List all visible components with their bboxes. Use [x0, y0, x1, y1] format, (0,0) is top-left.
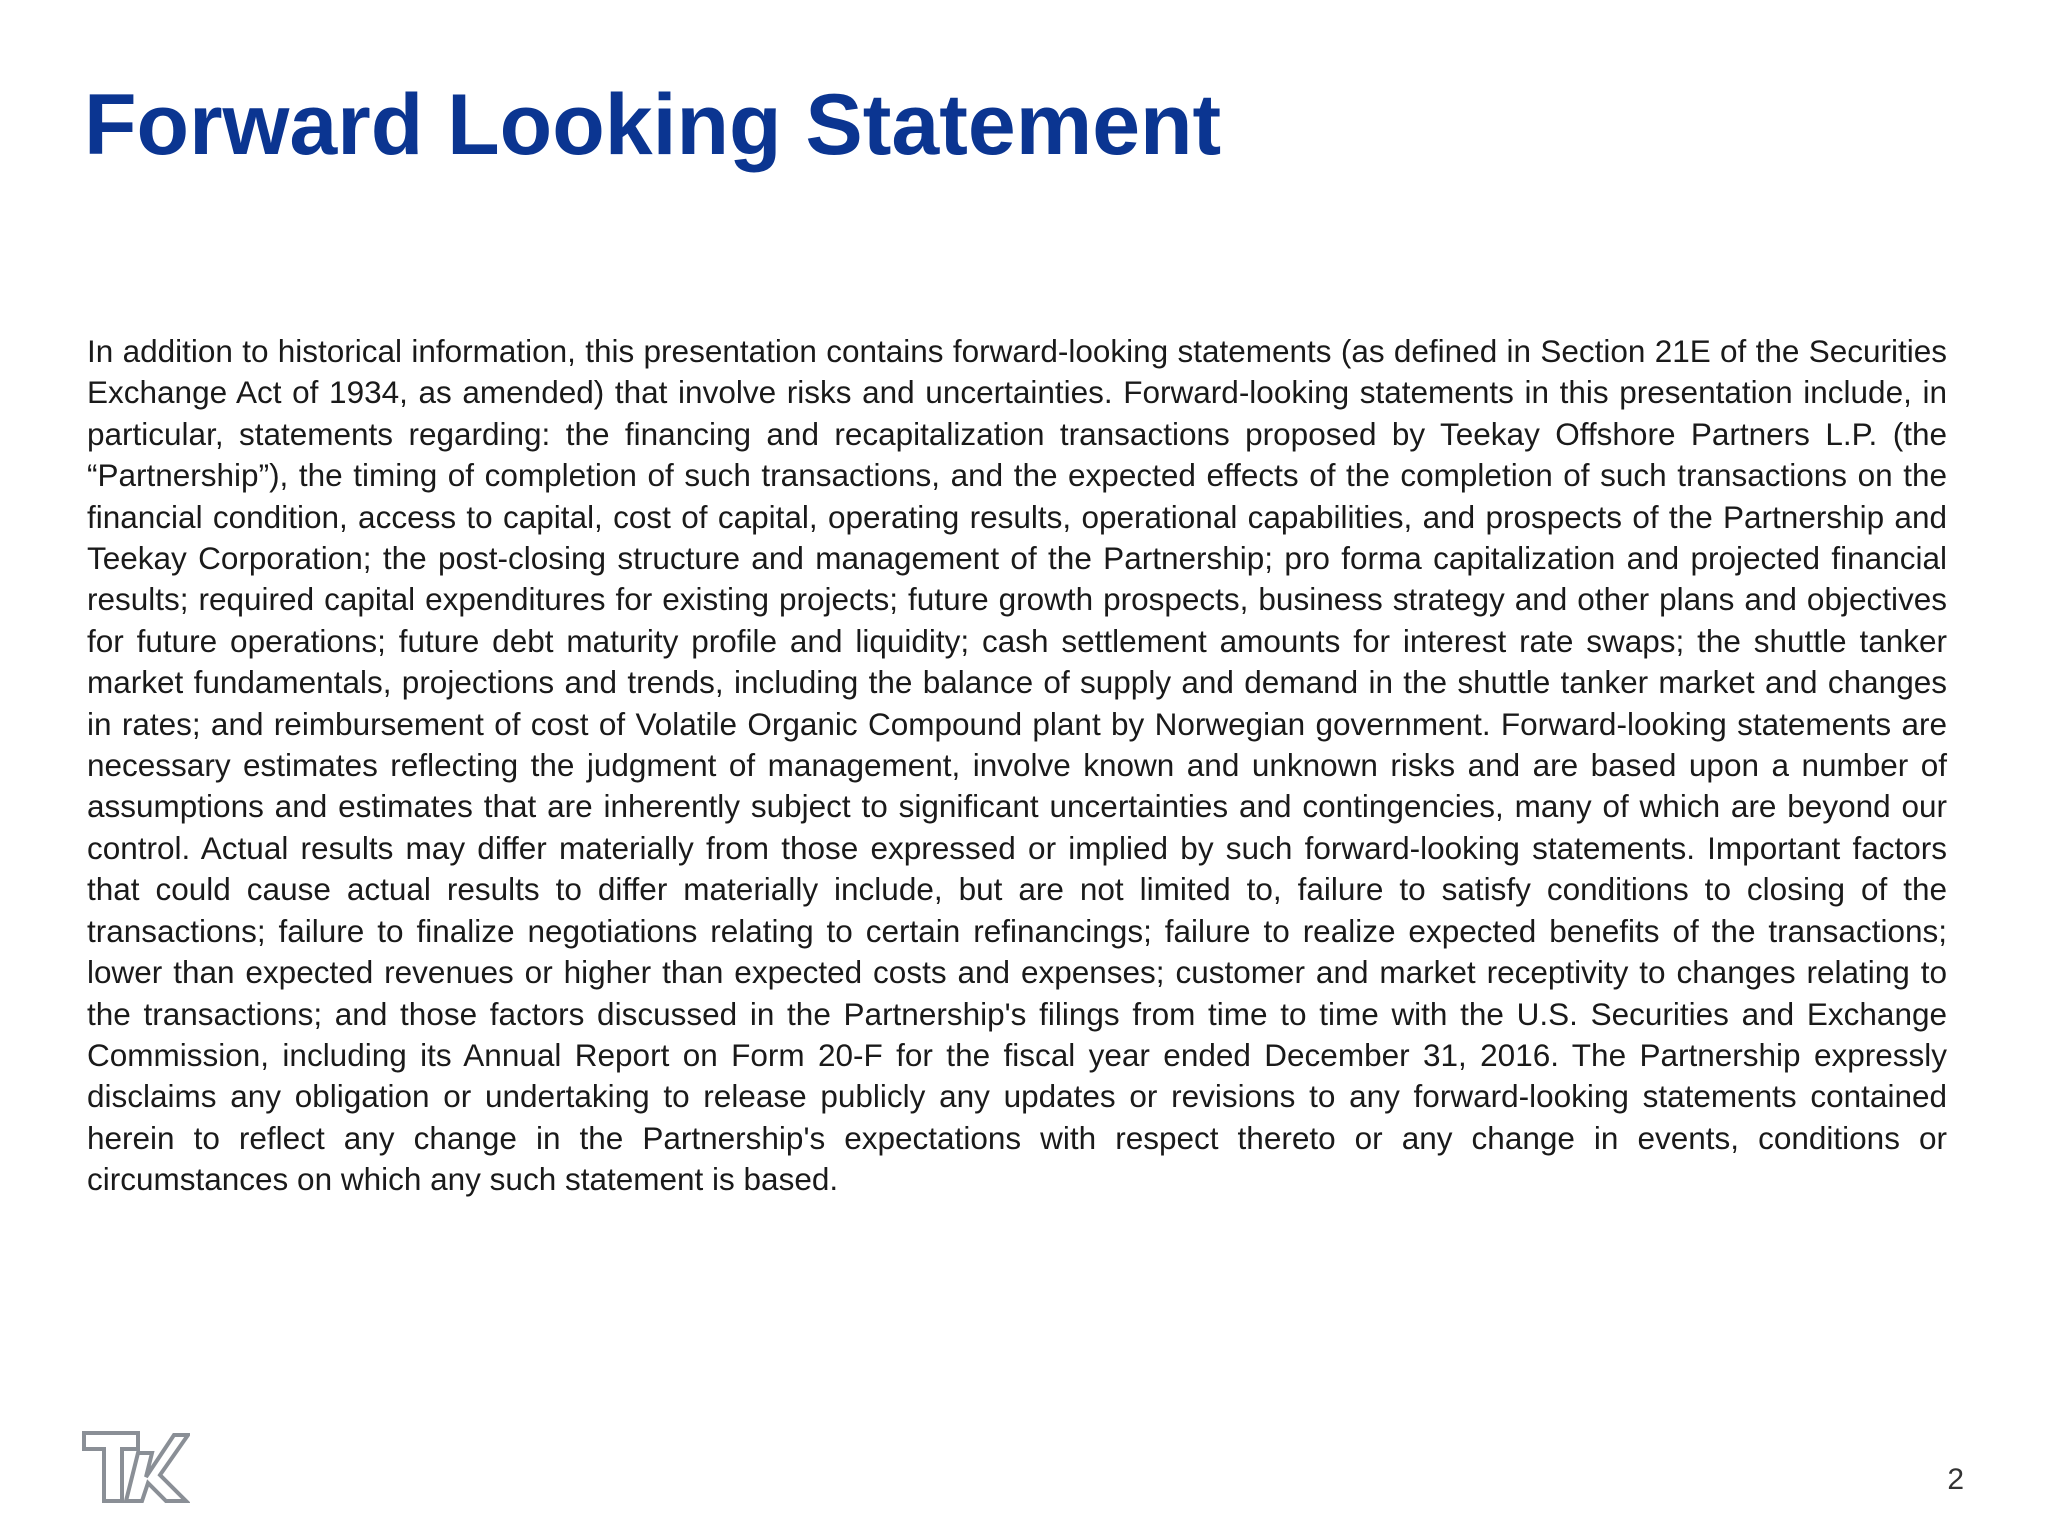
page-number: 2	[1947, 1463, 1964, 1496]
slide-title: Forward Looking Statement	[84, 77, 1222, 173]
forward-looking-statement-body: In addition to historical information, this presentation contains forward-looking statements (as defined in Section 21E of the Securities Exchange Act of 1934, as amended) that involve risks and uncertainties. Forward-looking statements in this presentation include, in particular, statements regarding: the financing and recapitalization transactions proposed by Teekay Offshore Partners L.P. (the “Partnership”), the timing of completion of such transactions, and the expected effects of the completion of such transactions on the financial condition, access to capital, cost of capital, operating results, operational capabilities, and prospects of the Partnership and Teekay Corporation; the post-closing structure and management of the Partnership; pro forma capitalization and projected financial results; required capital expenditures for existing projects; future growth prospects, business strategy and other plans and objectives for future operations; future debt maturity profile and liquidity; cash settlement amounts for interest rate swaps; the shuttle tanker market fundamentals, projections and trends, including the balance of supply and demand in the shuttle tanker market and changes in rates; and reimbursement of cost of Volatile Organic Compound plant by Norwegian government. Forward-looking statements are necessary estimates reflecting the judgment of management, involve known and unknown risks and are based upon a number of assumptions and estimates that are inherently subject to significant uncertainties and contingencies, many of which are beyond our control. Actual results may differ materially from those expressed or implied by such forward-looking statements. Important factors that could cause actual results to differ materially include, but are not limited to, failure to satisfy conditions to closing of the transactions; failure to finalize negotiations relating to certain refinancings; failure to realize expected benefits of the transactions; lower than expected revenues or higher than expected costs and expenses; customer and market receptivity to changes relating to the transactions; and those factors discussed in the Partnership's filings from time to time with the U.S. Securities and Exchange Commission, including its Annual Report on Form 20-F for the fiscal year ended December 31, 2016. The Partnership expressly disclaims any obligation or undertaking to release publicly any updates or revisions to any forward-looking statements contained herein to reflect any change in the Partnership's expectations with respect thereto or any change in events, conditions or circumstances on which any such statement is based.	[87, 333, 1947, 1198]
teekay-tk-logo-icon	[82, 1431, 190, 1503]
